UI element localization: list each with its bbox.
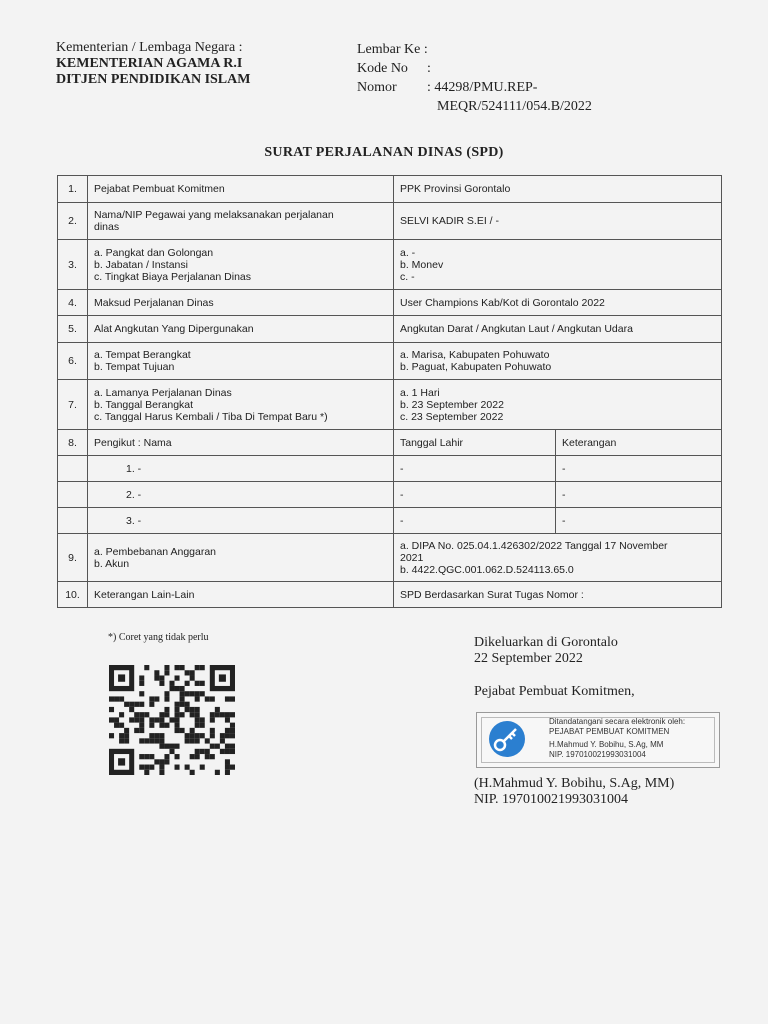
signature-key-icon xyxy=(487,718,527,758)
table-row: 6. a. Tempat Berangkat b. Tempat Tujuan a. Marisa, Kabupaten Pohuwato b. Paguat, Kabupaten Pohuwato xyxy=(58,343,722,380)
row-label: a. Pembebanan Anggaran b. Akun xyxy=(88,534,394,582)
row-value: a. 1 Hari b. 23 September 2022 c. 23 September 2022 xyxy=(394,380,722,430)
issued-block xyxy=(474,635,618,667)
electronic-signature-box xyxy=(476,712,720,768)
issued-date: 22 September 2022 xyxy=(474,651,583,666)
follower-row: 1. - - - xyxy=(58,456,722,482)
table-row: 4. Maksud Perjalanan Dinas User Champions Kab/Kot di Gorontalo 2022 xyxy=(58,290,722,316)
followers-header-name: Pengikut : Nama xyxy=(88,430,394,456)
table-row: 9. a. Pembebanan Anggaran b. Akun a. DIPA No. 025.04.1.426302/2022 Tanggal 17 November 2021 b. 4422.QGC.001.062.D.524113.65.0 xyxy=(58,534,722,582)
followers-header-note: Keterangan xyxy=(556,430,722,456)
row-value: a. Marisa, Kabupaten Pohuwato b. Paguat, Kabupaten Pohuwato xyxy=(394,343,722,380)
row-label: a. Pangkat dan Golongan b. Jabatan / Instansi c. Tingkat Biaya Perjalanan Dinas xyxy=(88,240,394,290)
official-title: Pejabat Pembuat Komitmen, xyxy=(474,684,635,699)
lembar-label: Lembar Ke : xyxy=(357,42,428,57)
row-label: Pejabat Pembuat Komitmen xyxy=(88,176,394,203)
nomor-value-line2: MEQR/524111/054.B/2022 xyxy=(437,99,592,114)
spd-table xyxy=(57,175,722,608)
row-label: a. Lamanya Perjalanan Dinas b. Tanggal Berangkat c. Tanggal Harus Kembali / Tiba Di Tempat Baru *) xyxy=(88,380,394,430)
table-row: 7. a. Lamanya Perjalanan Dinas b. Tanggal Berangkat c. Tanggal Harus Kembali / Tiba Di Tempat Baru *) a. 1 Hari b. 23 September 2022 c. 23 September 2022 xyxy=(58,380,722,430)
row-value: SPD Berdasarkan Surat Tugas Nomor : xyxy=(394,582,722,608)
row-value: a. DIPA No. 025.04.1.426302/2022 Tanggal 17 November 2021 b. 4422.QGC.001.062.D.524113.65.0 xyxy=(394,534,722,582)
row-value: SELVI KADIR S.EI / - xyxy=(394,203,722,240)
directorate-name: DITJEN PENDIDIKAN ISLAM xyxy=(56,72,251,87)
document-reference xyxy=(357,40,592,116)
nomor-value-line1: : 44298/PMU.REP- xyxy=(427,80,538,95)
row-value: a. - b. Monev c. - xyxy=(394,240,722,290)
table-row: 8. Pengikut : Nama Tanggal Lahir Keterangan xyxy=(58,430,722,456)
signer-nip: NIP. 197010021993031004 xyxy=(474,792,629,807)
signer-name: (H.Mahmud Y. Bobihu, S.Ag, MM) xyxy=(474,776,675,791)
esign-text: Ditandatangani secara elektronik oleh: PEJABAT PEMBUAT KOMITMEN H.Mahmud Y. Bobihu, S.Ag, MM NIP. 197010021993031004 xyxy=(549,717,686,759)
row-value: PPK Provinsi Gorontalo xyxy=(394,176,722,203)
kode-label: Kode No xyxy=(357,61,408,76)
table-row: 2. Nama/NIP Pegawai yang melaksanakan perjalanan dinas SELVI KADIR S.EI / - xyxy=(58,203,722,240)
ministry-name: KEMENTERIAN AGAMA R.I xyxy=(56,56,243,71)
footnote: *) Coret yang tidak perlu xyxy=(108,632,209,643)
kode-value: : xyxy=(427,61,431,76)
row-value: Angkutan Darat / Angkutan Laut / Angkutan Udara xyxy=(394,316,722,343)
follower-row: 3. - - - xyxy=(58,508,722,534)
row-label: Keterangan Lain-Lain xyxy=(88,582,394,608)
table-row: 3. a. Pangkat dan Golongan b. Jabatan / Instansi c. Tingkat Biaya Perjalanan Dinas a. - b. Monev c. - xyxy=(58,240,722,290)
table-row: 1. Pejabat Pembuat Komitmen PPK Provinsi Gorontalo xyxy=(58,176,722,203)
issued-place: Dikeluarkan di Gorontalo xyxy=(474,635,618,650)
document-title: SURAT PERJALANAN DINAS (SPD) xyxy=(264,145,504,160)
ministry-header xyxy=(56,40,250,88)
nomor-label: Nomor xyxy=(357,80,397,95)
signer-block xyxy=(474,776,674,808)
row-value: User Champions Kab/Kot di Gorontalo 2022 xyxy=(394,290,722,316)
row-label: Maksud Perjalanan Dinas xyxy=(88,290,394,316)
row-label: Nama/NIP Pegawai yang melaksanakan perjalanan dinas xyxy=(88,203,394,240)
table-row: 10. Keterangan Lain-Lain SPD Berdasarkan Surat Tugas Nomor : xyxy=(58,582,722,608)
ministry-label: Kementerian / Lembaga Negara : xyxy=(56,40,243,55)
table-row: 5. Alat Angkutan Yang Dipergunakan Angkutan Darat / Angkutan Laut / Angkutan Udara xyxy=(58,316,722,343)
followers-header-dob: Tanggal Lahir xyxy=(394,430,556,456)
follower-row: 2. - - - xyxy=(58,482,722,508)
row-label: Alat Angkutan Yang Dipergunakan xyxy=(88,316,394,343)
row-label: a. Tempat Berangkat b. Tempat Tujuan xyxy=(88,343,394,380)
qr-code-icon xyxy=(109,665,235,775)
